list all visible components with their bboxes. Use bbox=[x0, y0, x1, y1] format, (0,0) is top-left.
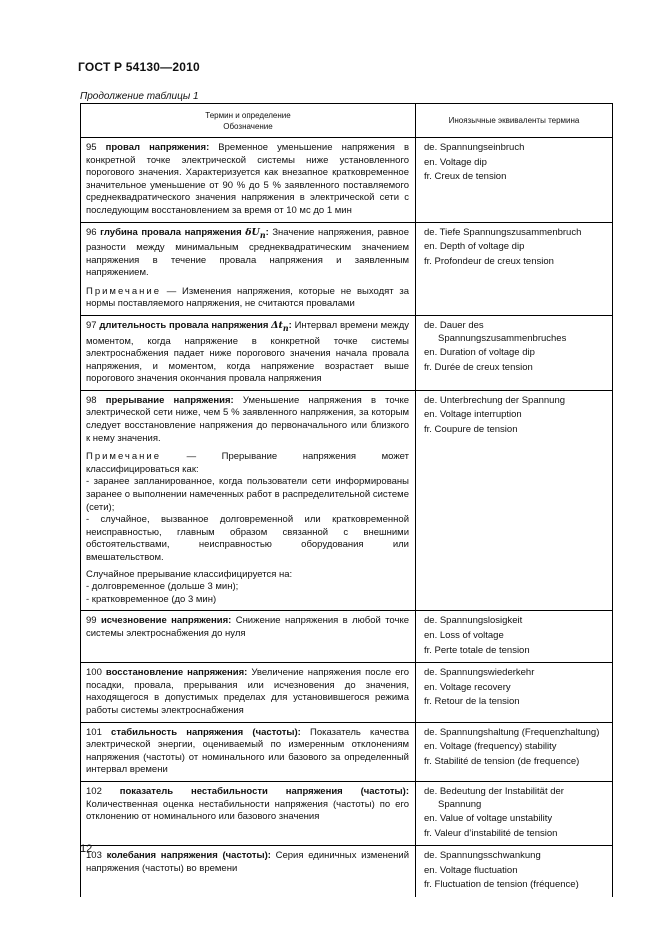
table-row bbox=[81, 390, 613, 449]
equivalent-en: en. Depth of voltage dip bbox=[424, 241, 525, 253]
note-text: — Прерывание напряжения может классифицироваться как: bbox=[86, 451, 410, 475]
definition-text: Снижение напряжения в любой точке системы электроснабжения до нуля bbox=[86, 615, 410, 639]
term-number: 100 bbox=[86, 667, 102, 679]
definition-text: Временное уменьшение напряжения в конкретной точке электрической системы ниже установленного порогового значения. Характеризуется как внезапное кратковременное значительное уменьшение от 90 % до 5 % заявленного поставляемого среднеквадратического значения напряжения в электрической сети с последующим восстановлением за время от 10 мс до 1 мин bbox=[86, 142, 410, 216]
equivalent-de: de. Spannungshaltung (Frequenzhaltung) bbox=[424, 726, 600, 738]
table-row bbox=[81, 722, 613, 781]
equivalents-cell bbox=[416, 222, 613, 284]
term-name: показатель нестабильности напряжения (частоты): bbox=[119, 785, 409, 797]
definition-text: Значение напряжения, равное разности между минимальным среднеквадратическим значением напряжения в течение провала напряжения и заявленным напряжением. bbox=[86, 226, 409, 279]
term-number: 102 bbox=[86, 785, 102, 797]
term-definition bbox=[81, 846, 415, 879]
term-definition-cell bbox=[81, 611, 416, 663]
note-continuation: Случайное прерывание классифицируется на: bbox=[86, 568, 293, 580]
note-label: Примечание bbox=[86, 285, 161, 297]
term-name: длительность провала напряжения bbox=[99, 320, 269, 332]
term-number: 101 bbox=[86, 726, 102, 738]
equivalent-fr: fr. Valeur d’instabilité de tension bbox=[424, 827, 558, 839]
equivalent-en: en. Duration of voltage dip bbox=[424, 347, 535, 359]
equivalent-de: de. Unterbrechung der Spannung bbox=[424, 394, 566, 406]
definition-text: Показатель качества электрической энергии, оцениваемый по измеренным отклонениям напряжения (частоты) от номинального или базового за определенный интервал времени bbox=[86, 726, 410, 776]
term-number: 97 bbox=[86, 320, 97, 332]
note-text: — Изменения напряжения, которые не выходят за нормы поставляемого напряжения, не считаются провалами bbox=[86, 285, 409, 310]
term-number: 103 bbox=[86, 850, 102, 862]
table-row bbox=[81, 138, 613, 223]
equivalent-de: de. Spannungslosigkeit bbox=[424, 615, 523, 627]
equivalents-cell bbox=[416, 663, 613, 722]
equivalents-column-header: Иноязычные эквиваленты термина bbox=[416, 104, 613, 138]
table-row bbox=[81, 449, 613, 611]
term-name: стабильность напряжения (частоты): bbox=[111, 726, 301, 738]
term-column-header: Термин и определение Обозначение bbox=[81, 104, 416, 138]
equivalent-fr: fr. Durée de creux tension bbox=[424, 361, 533, 373]
equivalent-fr: fr. Retour de la tension bbox=[424, 696, 520, 708]
term-number: 95 bbox=[86, 142, 97, 153]
equivalent-fr: fr. Stabilité de tension (de frequence) bbox=[424, 755, 580, 767]
term-definition-cell bbox=[81, 722, 416, 781]
term-name: колебания напряжения (частоты): bbox=[106, 850, 271, 862]
equivalent-de: de. Bedeutung der Instabilität der Spannung bbox=[424, 785, 564, 810]
table-row bbox=[81, 663, 613, 722]
definition-text: Количественная оценка нестабильности напряжения (частоты) по его отклонению от номинального или базового значения bbox=[86, 798, 409, 823]
table-row bbox=[81, 781, 613, 845]
term-definition-cell bbox=[81, 846, 416, 897]
term-definition bbox=[81, 723, 415, 781]
note-list-item: - кратковременное (до 3 мин) bbox=[86, 593, 217, 605]
equivalent-fr: fr. Fluctuation de tension (fréquence) bbox=[424, 879, 579, 891]
equivalents-cell bbox=[416, 611, 613, 663]
definition-text: Интервал времени между моментом, когда напряжение в конкретной точке системы электроснабжения падает ниже порогового значения начала провала напряжения, и моментом, когда напряжение возрастает выше порогового значения окончания провала напряжения bbox=[86, 320, 410, 385]
term-definition bbox=[81, 782, 415, 828]
table-row bbox=[81, 222, 613, 284]
equivalent-en: en. Voltage fluctuation bbox=[424, 864, 518, 876]
term-number: 99 bbox=[86, 615, 97, 627]
equivalents-cell bbox=[416, 390, 613, 449]
equivalent-en: en. Loss of voltage bbox=[424, 629, 504, 641]
term-definition-cell bbox=[81, 316, 416, 391]
term-name: восстановление напряжения: bbox=[105, 667, 248, 679]
table-continuation-caption: Продолжение таблицы 1 bbox=[80, 91, 199, 102]
term-number: 98 bbox=[86, 394, 97, 406]
note-label: Примечание bbox=[86, 451, 161, 463]
definition-text: Уменьшение напряжения в точке электрической сети ниже, чем 5 % заявленного напряжения, за которым следует восстановление напряжения до первоначального или близкого к нему значения. bbox=[86, 394, 410, 444]
definition-text: Увеличение напряжения после его посадки, провала, прерывания или исчезновения до значения, находящегося в допустимых пределах для установившегося режима работы системы электроснабжения bbox=[86, 667, 409, 716]
definition-text: Серия единичных изменений напряжения (частоты) во времени bbox=[86, 850, 410, 874]
equivalent-en: en. Voltage (frequency) stability bbox=[424, 741, 557, 753]
equivalent-en: en. Voltage recovery bbox=[424, 681, 511, 693]
term-definition-cell bbox=[81, 663, 416, 722]
note-list-item: - долговременное (дольше 3 мин); bbox=[86, 581, 239, 593]
equivalents-cell bbox=[416, 722, 613, 781]
table-row bbox=[81, 611, 613, 663]
term-definition bbox=[81, 611, 415, 644]
term-name: глубина провала напряжения bbox=[100, 226, 242, 238]
equivalent-fr: fr. Coupure de tension bbox=[424, 424, 518, 436]
terms-table bbox=[80, 103, 613, 897]
term-number: 96 bbox=[86, 226, 97, 238]
note-list-item: - заранее запланированное, когда пользователи сети информированы заранее о выполнении намеченных работ в распределительной системе (сети); bbox=[86, 476, 409, 513]
term-definition-cell bbox=[81, 138, 416, 223]
standard-header: ГОСТ Р 54130—2010 bbox=[78, 60, 200, 74]
term-definition-cell bbox=[81, 390, 416, 449]
term-definition bbox=[81, 391, 415, 449]
equivalents-cell bbox=[416, 781, 613, 845]
equivalent-en: en. Value of voltage unstability bbox=[424, 813, 553, 825]
table-row bbox=[81, 284, 613, 316]
term-definition: 96 глубина провала напряжения $\delta U_п$: Значение напряжения, равное разности между минимальным среднеквадратическим значением напряжения в течение провала напряжения и заявленным напряжением. bbox=[86, 226, 409, 279]
term-definition bbox=[81, 138, 415, 222]
equivalent-en: en. Voltage dip bbox=[424, 156, 487, 168]
note-list-item: - случайное, вызванное долговременной или кратковременной неисправностью, главным образом связанной с внешними обстоятельствами, неисправностью оборудования или вмешательством. bbox=[86, 514, 409, 563]
term-name: исчезновение напряжения: bbox=[100, 615, 232, 627]
note-cell bbox=[81, 284, 416, 316]
table-row bbox=[81, 846, 613, 897]
page-number: 12 bbox=[80, 843, 93, 855]
term-name: прерывание напряжения: bbox=[105, 394, 234, 406]
term-definition: 97 длительность провала напряжения $\Delta t_п$: Интервал времени между моментом, когда напряжение в конкретной точке системы электроснабжения падает ниже порогового значения начала провала напряжения, и моментом, когда напряжение возрастает выше порогового значения окончания провала напряжения bbox=[86, 320, 410, 385]
equivalent-fr: fr. Profondeur de creux tension bbox=[424, 255, 554, 267]
table-header-row bbox=[81, 104, 613, 138]
term-definition bbox=[81, 663, 415, 721]
note bbox=[81, 449, 415, 610]
equivalents-cell bbox=[416, 316, 613, 391]
note bbox=[81, 284, 415, 315]
equivalent-de: de. Dauer des Spannungszusammenbruches bbox=[424, 320, 567, 344]
term-definition-cell bbox=[81, 222, 416, 284]
equivalents-cell bbox=[416, 846, 613, 897]
equivalent-de: de. Spannungseinbruch bbox=[424, 142, 525, 153]
equivalent-de: de. Spannungswiederkehr bbox=[424, 667, 535, 679]
equivalent-de: de. Spannungsschwankung bbox=[424, 850, 541, 862]
equivalent-en: en. Voltage interruption bbox=[424, 409, 522, 421]
term-name: провал напряжения: bbox=[105, 142, 210, 153]
equivalent-fr: fr. Creux de tension bbox=[424, 171, 507, 183]
term-symbol: $\delta U_п$ bbox=[245, 226, 266, 240]
table-row bbox=[81, 316, 613, 391]
equivalent-de: de. Tiefe Spannungszusammenbruch bbox=[424, 226, 582, 238]
equivalent-fr: fr. Perte totale de tension bbox=[424, 644, 530, 656]
term-definition-cell bbox=[81, 781, 416, 845]
equivalents-cell bbox=[416, 138, 613, 223]
term-symbol: $\Delta t_п$ bbox=[271, 320, 289, 333]
note-cell bbox=[81, 449, 416, 611]
